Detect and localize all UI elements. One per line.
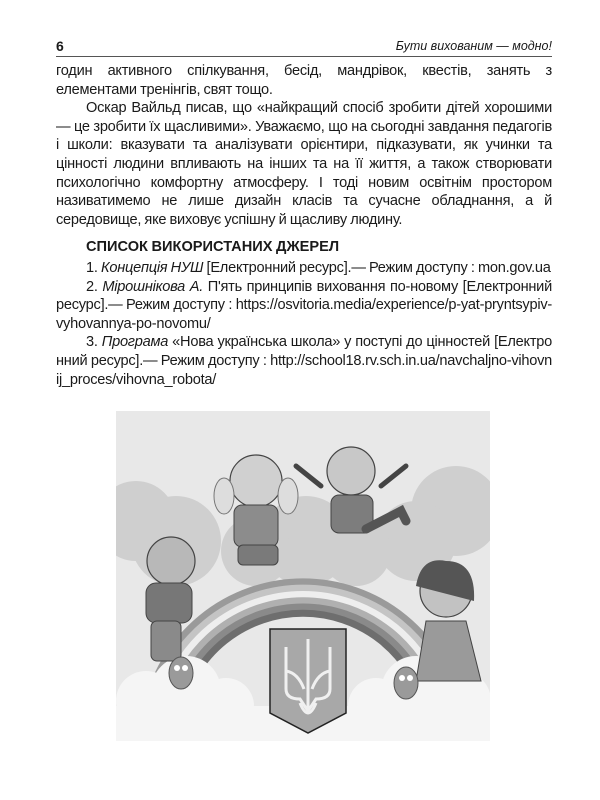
reference-number: 2.	[86, 278, 98, 295]
owl-left	[169, 657, 193, 689]
page-header	[56, 38, 552, 57]
reference-item	[56, 259, 552, 278]
illustration-svg	[116, 411, 490, 741]
children-rainbow-illustration	[116, 411, 490, 741]
reference-item	[56, 278, 552, 334]
references-heading: СПИСОК ВИКОРИСТАНИХ ДЖЕРЕЛ	[86, 239, 340, 256]
reference-item	[56, 333, 552, 389]
paragraph-wilde-quote: Оскар Вайльд писав, що «найкращий спосіб зробити дітей хорошими — це зробити їх щасливими». Уважаємо, що на сьогодні завдання педагогів і школи: вказувати та аналізувати орієнтири, підказувати, як учинки та цінності людини впливають на інших та на її життя, а також створювати психологічно комфортну атмосферу. І тоді новим освітнім простором називатимемо не лише дизайн класів та сучасне обладнання, а й середовище, яке виховує успішну й щасливу людину.	[56, 100, 552, 228]
reference-title: Програма	[101, 334, 169, 351]
page-number: 6	[56, 38, 64, 54]
reference-text: П'ять принципів виховання по-новому [Електронний ресурс].— Режим доступу : https://osvitoria.media/experience/p-yat-pryntsypiv-vyhovannya-po-novomu/	[56, 278, 552, 332]
coat-of-arms-trident-icon	[270, 629, 346, 733]
reference-text: «Нова українська школа» у поступі до цінностей [Електронний ресурс].— Режим доступу : http://school18.rv.sch.in.ua/navchaljno-vihovnij_proces/vihovna_robota/	[56, 334, 552, 388]
page-content	[56, 62, 552, 741]
reference-title: Концепція НУШ	[100, 259, 204, 276]
owl-right	[394, 667, 418, 699]
paragraph-continued: годин активного спілкування, бесід, мандрівок, квестів, занять з елементами тренінгів, свят тощо.	[56, 63, 552, 98]
child-girl-right	[416, 560, 481, 681]
reference-text: [Електронний ресурс].— Режим доступу : mon.gov.ua	[203, 259, 551, 276]
reference-number: 3.	[86, 334, 98, 351]
page-body	[56, 62, 552, 389]
running-title: Бути вихованим — модно!	[395, 39, 552, 53]
reference-number: 1.	[86, 259, 98, 276]
reference-title: Мірошнікова А.	[102, 278, 204, 295]
